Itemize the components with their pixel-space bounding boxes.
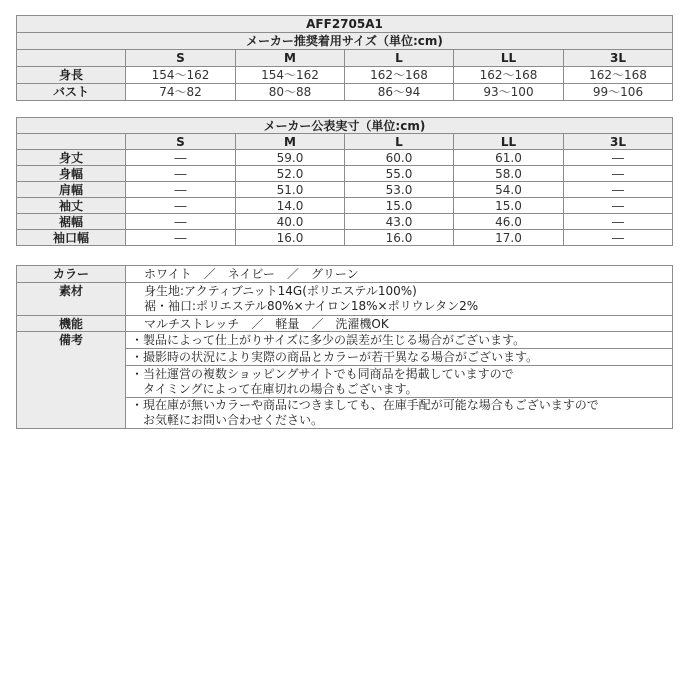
table-row <box>17 67 673 84</box>
corner-cell <box>17 134 126 150</box>
table-cell: 162～168 <box>454 67 564 84</box>
table-row <box>17 214 673 230</box>
table-cell: ― <box>564 214 673 230</box>
table-cell: 60.0 <box>345 150 454 166</box>
table-cell: 162～168 <box>564 67 673 84</box>
size-header: L <box>345 134 454 150</box>
table-cell: 46.0 <box>454 214 564 230</box>
table-cell: ― <box>564 150 673 166</box>
remarks-label: 備考 <box>17 332 126 429</box>
color-value: ホワイト ／ ネイビー ／ グリーン <box>126 266 673 283</box>
material-label: 素材 <box>17 283 126 316</box>
table-row <box>17 166 673 182</box>
remark-line: お気軽にお問い合わせください。 <box>131 413 324 427</box>
size-header: M <box>236 50 345 67</box>
size-header: S <box>126 134 236 150</box>
table-cell: ― <box>564 182 673 198</box>
table-cell: 43.0 <box>345 214 454 230</box>
table-cell: 154～162 <box>126 67 236 84</box>
table-cell: 59.0 <box>236 150 345 166</box>
table-cell: 162～168 <box>345 67 454 84</box>
remark-item <box>126 349 673 366</box>
table-row <box>17 283 673 316</box>
table-cell: ― <box>564 198 673 214</box>
table-cell: 16.0 <box>345 230 454 246</box>
row-label: 身長 <box>17 67 126 84</box>
size-header: L <box>345 50 454 67</box>
product-details-table <box>16 265 673 429</box>
table-cell: ― <box>126 150 236 166</box>
actual-size-table <box>16 117 673 246</box>
material-line: 身生地:アクティブニット14G(ポリエステル100%) <box>144 284 417 298</box>
table-row <box>17 198 673 214</box>
product-code: AFF2705A1 <box>17 16 673 33</box>
table-cell: 15.0 <box>454 198 564 214</box>
table-cell: ― <box>126 198 236 214</box>
size-header: 3L <box>564 134 673 150</box>
table-cell: 54.0 <box>454 182 564 198</box>
corner-cell <box>17 50 126 67</box>
table-cell: 80～88 <box>236 84 345 101</box>
row-label: 袖口幅 <box>17 230 126 246</box>
table-cell: 53.0 <box>345 182 454 198</box>
table-row <box>17 230 673 246</box>
table-cell: 93～100 <box>454 84 564 101</box>
remark-line: ・製品によって仕上がりサイズに多少の誤差が生じる場合がございます。 <box>131 332 526 347</box>
table-cell: 61.0 <box>454 150 564 166</box>
table-cell: 154～162 <box>236 67 345 84</box>
table-cell: 16.0 <box>236 230 345 246</box>
table-cell: 52.0 <box>236 166 345 182</box>
table-cell: 15.0 <box>345 198 454 214</box>
material-line: 裾・袖口:ポリエステル80%×ナイロン18%×ポリウレタン2% <box>144 299 479 313</box>
size-header: LL <box>454 134 564 150</box>
table-cell: ― <box>564 230 673 246</box>
remark-line: ・当社運営の複数ショッピングサイトでも同商品を掲載していますので <box>131 366 514 381</box>
table-cell: 55.0 <box>345 166 454 182</box>
size-header: S <box>126 50 236 67</box>
remark-line: タイミングによって在庫切れの場合もございます。 <box>131 381 418 396</box>
remark-line: ・撮影時の状況により実際の商品とカラーが若干異なる場合がございます。 <box>131 349 539 364</box>
table-cell: 58.0 <box>454 166 564 182</box>
recommended-size-title: メーカー推奨着用サイズ（単位:cm) <box>17 33 673 50</box>
function-label: 機能 <box>17 316 126 332</box>
table-cell: 51.0 <box>236 182 345 198</box>
row-label: 肩幅 <box>17 182 126 198</box>
remark-item <box>126 332 673 349</box>
actual-size-title: メーカー公表実寸（単位:cm) <box>17 118 673 134</box>
recommended-size-table <box>16 15 673 101</box>
table-cell: 17.0 <box>454 230 564 246</box>
size-header: LL <box>454 50 564 67</box>
table-cell: 40.0 <box>236 214 345 230</box>
table-cell: 74～82 <box>126 84 236 101</box>
size-header: 3L <box>564 50 673 67</box>
table-cell: ― <box>126 182 236 198</box>
size-header: M <box>236 134 345 150</box>
table-cell: ― <box>564 166 673 182</box>
color-label: カラー <box>17 266 126 283</box>
table-row <box>17 84 673 101</box>
remark-item <box>126 398 673 429</box>
row-label: バスト <box>17 84 126 101</box>
table-cell: 14.0 <box>236 198 345 214</box>
table-cell: ― <box>126 214 236 230</box>
table-row <box>17 332 673 349</box>
table-row <box>17 150 673 166</box>
row-label: 身丈 <box>17 150 126 166</box>
table-cell: 86～94 <box>345 84 454 101</box>
table-cell: ― <box>126 166 236 182</box>
table-row <box>17 316 673 332</box>
function-value: マルチストレッチ ／ 軽量 ／ 洗濯機OK <box>126 316 673 332</box>
table-row <box>17 182 673 198</box>
row-label: 裾幅 <box>17 214 126 230</box>
material-value <box>126 283 673 316</box>
row-label: 袖丈 <box>17 198 126 214</box>
remark-line: ・現在庫が無いカラーや商品につきましても、在庫手配が可能な場合もございますので <box>131 398 599 412</box>
table-cell: 99～106 <box>564 84 673 101</box>
table-row <box>17 266 673 283</box>
row-label: 身幅 <box>17 166 126 182</box>
table-cell: ― <box>126 230 236 246</box>
remark-item <box>126 366 673 398</box>
